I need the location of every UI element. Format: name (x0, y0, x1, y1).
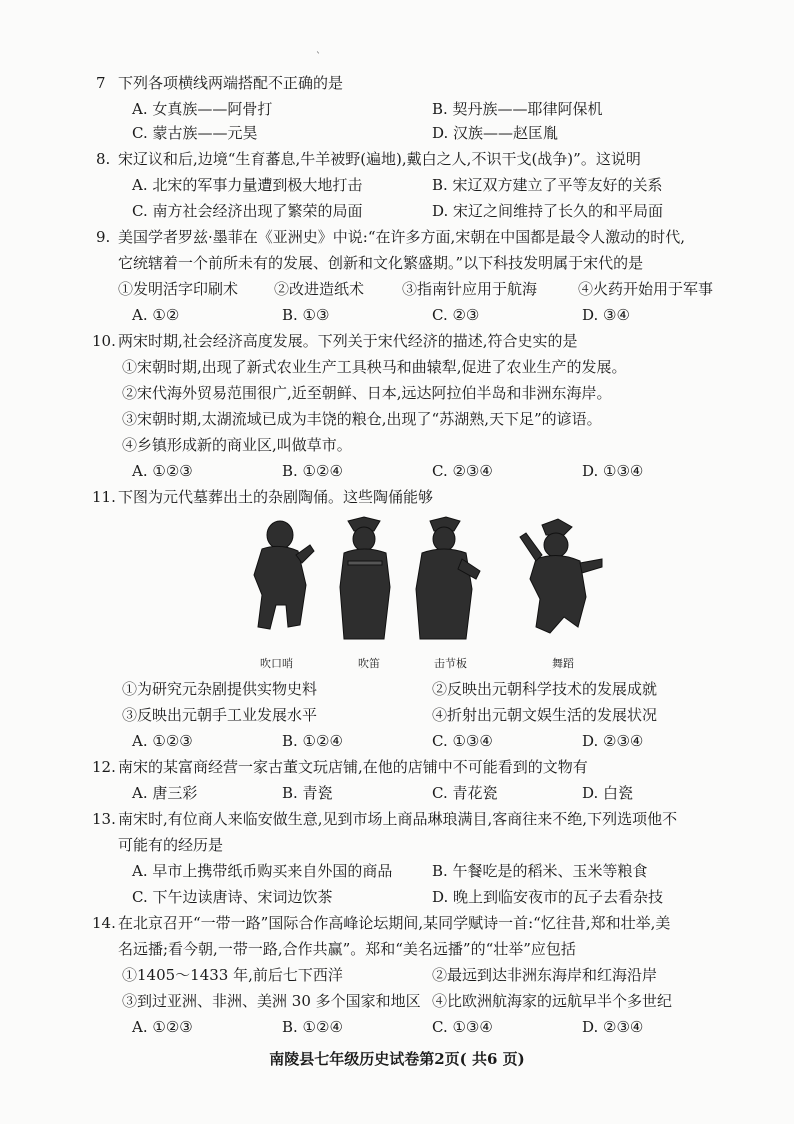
q11-option-c: C. ①③④ (432, 732, 493, 750)
q8-option-d: D. 宋辽之间维持了长久的和平局面 (432, 202, 664, 220)
q14-option-c: C. ①③④ (432, 1018, 493, 1036)
q9-number: 9. (96, 228, 111, 246)
q7-option-d: D. 汉族——赵匡胤 (432, 124, 559, 142)
q8-stem: 宋辽议和后,边境“生育蕃息,牛羊被野(遍地),戴白之人,不识干戈(战争)”。这说明 (118, 150, 641, 168)
q11-option-b: B. ①②④ (282, 732, 343, 750)
q9-statement-4: ④火药开始用于军事 (578, 280, 714, 298)
q10-statement-2: ②宋代海外贸易范围很广,近至朝鲜、日本,远达阿拉伯半岛和非洲东海岸。 (122, 384, 612, 402)
q10-number: 10. (92, 332, 116, 350)
q14-number: 14. (92, 914, 116, 932)
q14-statement-4: ④比欧洲航海家的远航早半个多世纪 (432, 992, 673, 1010)
q10-option-b: B. ①②④ (282, 462, 343, 480)
q10-option-d: D. ①③④ (582, 462, 644, 480)
q9-option-a: A. ①② (132, 306, 180, 324)
figurine-clapper (416, 517, 480, 639)
q11-option-a: A. ①②③ (132, 732, 193, 750)
q13-option-a: A. 早市上携带纸币购买来自外国的商品 (132, 862, 393, 880)
q9-option-b: B. ①③ (282, 306, 330, 324)
q8-option-b: B. 宋辽双方建立了平等友好的关系 (432, 176, 663, 194)
q7-stem: 下列各项横线两端搭配不正确的是 (118, 74, 344, 92)
figurine-whistling (254, 521, 314, 629)
q10-statement-1: ①宋朝时期,出现了新式农业生产工具秧马和曲辕犁,促进了农业生产的发展。 (122, 358, 627, 376)
q10-stem: 两宋时期,社会经济高度发展。下列关于宋代经济的描述,符合史实的是 (118, 332, 578, 350)
q9-statement-1: ①发明活字印刷术 (118, 280, 239, 298)
q13-number: 13. (92, 810, 116, 828)
caption-clapper: 击节板 (434, 657, 467, 670)
q14-statement-2: ②最远到达非洲东海岸和红海沿岸 (432, 966, 658, 984)
caption-dancing: 舞蹈 (552, 657, 574, 670)
q10-statement-3: ③宋朝时期,太湖流域已成为丰饶的粮仓,出现了“苏湖熟,天下足”的谚语。 (122, 410, 602, 428)
q11-statement-2: ②反映出元朝科学技术的发展成就 (432, 680, 658, 698)
q8-option-c: C. 南方社会经济出现了繁荣的局面 (132, 202, 363, 220)
q14-option-b: B. ①②④ (282, 1018, 343, 1036)
figurine-dancing (520, 519, 602, 633)
q14-option-d: D. ②③④ (582, 1018, 644, 1036)
q13-stem-line2: 可能有的经历是 (118, 836, 224, 854)
page-footer: 南陵县七年级历史试卷第2页( 共6 页) (269, 1050, 525, 1068)
q12-option-d: D. 白瓷 (582, 784, 634, 802)
q12-stem: 南宋的某富商经营一家古董文玩店铺,在他的店铺中不可能看到的文物有 (118, 758, 588, 776)
q11-statement-3: ③反映出元朝手工业发展水平 (122, 706, 318, 724)
q9-option-d: D. ③④ (582, 306, 630, 324)
q11-stem: 下图为元代墓葬出土的杂剧陶俑。这些陶俑能够 (118, 488, 434, 506)
caption-whistling: 吹口哨 (260, 657, 293, 670)
q9-statement-2: ②改进造纸术 (274, 280, 365, 298)
q8-option-a: A. 北宋的军事力量遭到极大地打击 (132, 176, 363, 194)
q7-number: 7 (96, 74, 106, 92)
scan-speck: ` (316, 52, 321, 63)
q13-option-d: D. 晚上到临安夜市的瓦子去看杂技 (432, 888, 664, 906)
q12-option-b: B. 青瓷 (282, 784, 333, 802)
figurine-flute (340, 517, 390, 639)
q12-option-a: A. 唐三彩 (132, 784, 198, 802)
q10-statement-4: ④乡镇形成新的商业区,叫做草市。 (122, 436, 352, 454)
q13-option-b: B. 午餐吃是的稻米、玉米等粮食 (432, 862, 648, 880)
caption-flute: 吹笛 (358, 657, 380, 670)
pottery-figurines-image (240, 515, 630, 665)
q10-option-a: A. ①②③ (132, 462, 193, 480)
q14-stem-line2: 名远播;看今朝,一带一路,合作共赢”。郑和“美名远播”的“壮举”应包括 (118, 940, 576, 958)
q11-statement-4: ④折射出元朝文娱生活的发展状况 (432, 706, 658, 724)
q14-option-a: A. ①②③ (132, 1018, 193, 1036)
q14-stem: 在北京召开“一带一路”国际合作高峰论坛期间,某同学赋诗一首:“忆往昔,郑和壮举,美 (118, 914, 671, 932)
q11-number: 11. (92, 488, 116, 506)
q9-stem: 美国学者罗兹·墨菲在《亚洲史》中说:“在许多方面,宋朝在中国都是最令人激动的时代, (118, 228, 686, 246)
q8-number: 8. (96, 150, 111, 168)
q9-option-c: C. ②③ (432, 306, 480, 324)
q12-number: 12. (92, 758, 116, 776)
q7-option-b: B. 契丹族——耶律阿保机 (432, 100, 603, 118)
q9-statement-3: ③指南针应用于航海 (402, 280, 538, 298)
q9-stem-line2: 它统辖着一个前所未有的发展、创新和文化繁盛期。”以下科技发明属于宋代的是 (118, 254, 644, 272)
q14-statement-3: ③到过亚洲、非洲、美洲 30 多个国家和地区 (122, 992, 421, 1010)
q13-stem: 南宋时,有位商人来临安做生意,见到市场上商品琳琅满目,客商往来不绝,下列选项他不 (118, 810, 678, 828)
q7-option-c: C. 蒙古族——元昊 (132, 124, 258, 142)
q10-option-c: C. ②③④ (432, 462, 493, 480)
q12-option-c: C. 青花瓷 (432, 784, 498, 802)
q14-statement-1: ①1405～1433 年,前后七下西洋 (122, 966, 343, 984)
q7-option-a: A. 女真族——阿骨打 (132, 100, 273, 118)
q13-option-c: C. 下午边读唐诗、宋词边饮茶 (132, 888, 333, 906)
q11-option-d: D. ②③④ (582, 732, 644, 750)
q11-statement-1: ①为研究元杂剧提供实物史料 (122, 680, 318, 698)
